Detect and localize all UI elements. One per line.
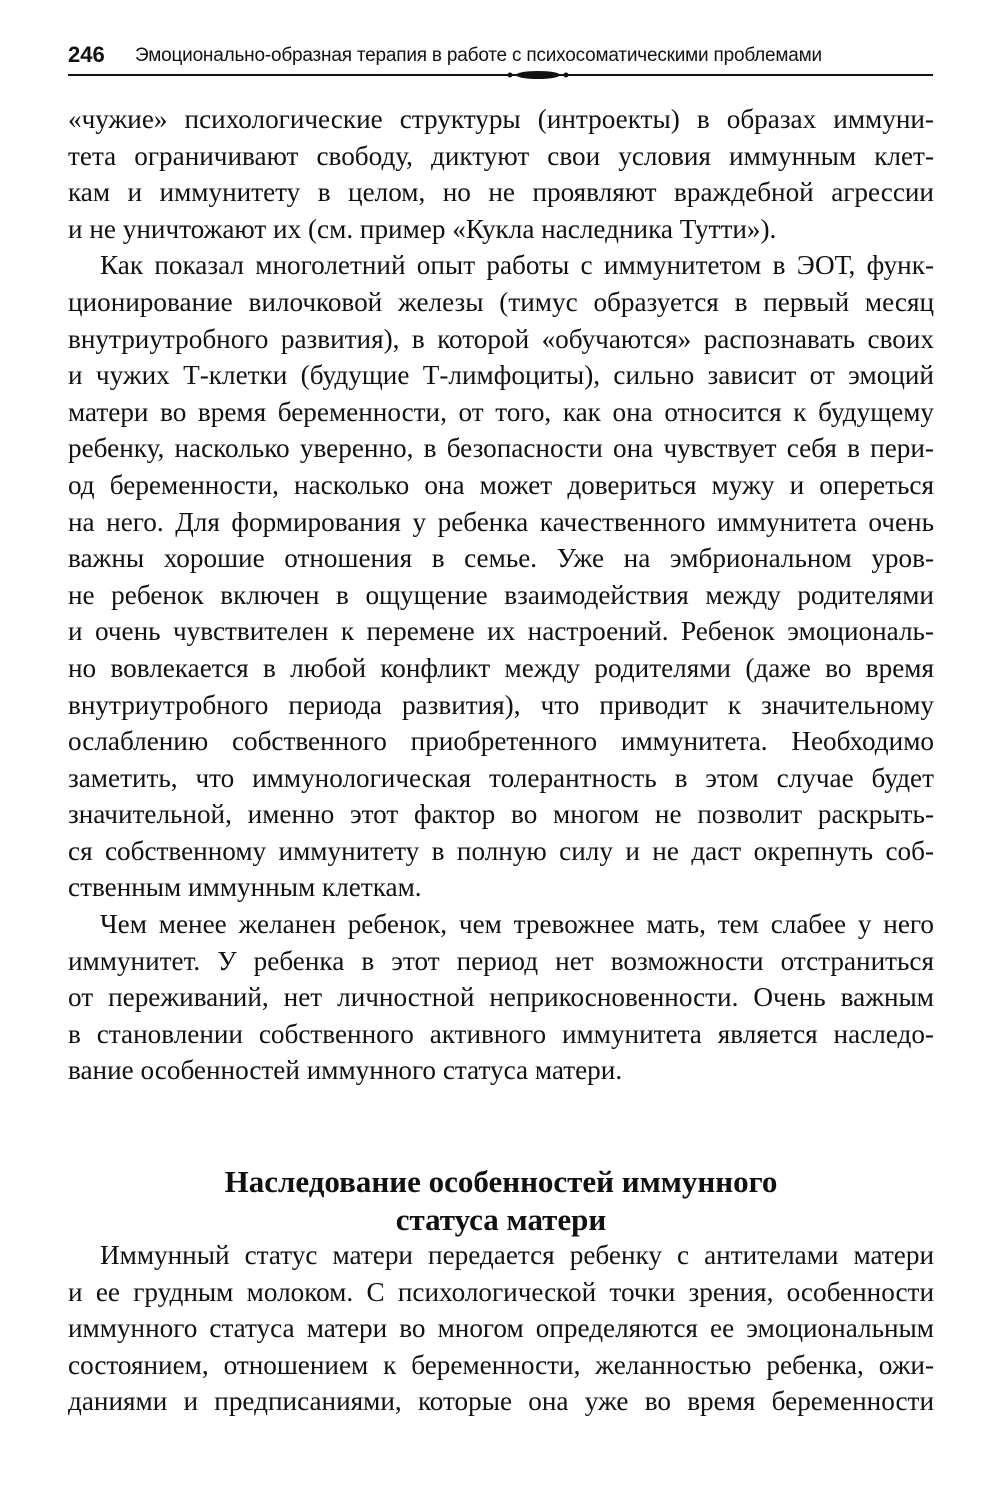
section-heading: [68, 1163, 934, 1239]
paragraph-3: [68, 906, 934, 1089]
text-line: и очень чувствителен к перемене их настроений. Ребенок эмоциональ-: [68, 616, 934, 647]
page-number: 246: [68, 42, 105, 67]
text-line: вание особенностей иммунного статуса матери.: [68, 1055, 623, 1086]
text-line: и чужих Т-клетки (будущие Т-лимфоциты), сильно зависит от эмоций: [68, 360, 934, 391]
text-line: ся собственному иммунитету в полную силу и не даст окрепнуть соб-: [68, 835, 934, 866]
text-line: внутриутробного развития), в которой «обучаются» распознавать своих: [68, 323, 934, 354]
body-text: [68, 101, 934, 1089]
text-line: кам и иммунитету в целом, но не проявляют враждебной агрессии: [68, 177, 934, 208]
text-line: ственным иммунным клеткам.: [68, 872, 422, 903]
text-line: матери во время беременности, от того, как она относится к будущему: [68, 396, 934, 427]
paragraph-1: [68, 101, 934, 247]
text-line: Иммунный статус матери передается ребенку с антителами матери: [100, 1240, 934, 1270]
text-line: значительной, именно этот фактор во многом не позволит раскрыть-: [68, 799, 934, 830]
section-heading-line: Наследование особенностей иммунного: [224, 1163, 778, 1199]
text-line: ционирование вилочковой железы (тимус образуется в первый месяц: [68, 286, 934, 317]
text-line: состоянием, отношением к беременности, желанностью ребенка, ожи-: [68, 1349, 934, 1380]
text-line: важны хорошие отношения в семье. Уже на эмбриональном уров-: [68, 543, 934, 574]
text-line: от переживаний, нет личностной неприкосновенности. Очень важным: [68, 982, 934, 1013]
text-line: Как показал многолетний опыт работы с иммунитетом в ЭОТ, функ-: [100, 250, 934, 281]
text-line: на него. Для формирования у ребенка качественного иммунитета очень: [68, 506, 934, 537]
text-line: но вовлекается в любой конфликт между родителями (даже во время: [68, 652, 934, 683]
text-line: од беременности, насколько она может довериться мужу и опереться: [68, 469, 934, 500]
text-line: даниями и предписаниями, которые она уже во время беременности: [68, 1386, 934, 1417]
running-head: [68, 40, 933, 80]
section-heading-line: статуса матери: [395, 1201, 607, 1237]
text-line: иммунного статуса матери во многом определяются ее эмоциональным: [68, 1313, 934, 1344]
text-line: ребенку, насколько уверенно, в безопасности она чувствует себя в пери-: [68, 433, 934, 464]
text-line: иммунитет. У ребенка в этот период нет возможности отстраниться: [68, 945, 934, 976]
text-line: внутриутробного периода развития), что приводит к значительному: [68, 689, 934, 720]
text-line: Чем менее желанен ребенок, чем тревожнее мать, тем слабее у него: [100, 909, 934, 940]
section-body-text: [68, 1237, 934, 1420]
text-line: в становлении собственного активного иммунитета является наследо-: [68, 1018, 934, 1049]
text-line: ослаблению собственного приобретенного иммунитета. Необходимо: [68, 726, 934, 757]
text-line: «чужие» психологические структуры (интроекты) в образах иммуни-: [68, 104, 934, 134]
text-line: не ребенок включен в ощущение взаимодействия между родителями: [68, 579, 934, 610]
header-ornament-icon: [488, 67, 588, 83]
paragraph-2: [68, 247, 934, 906]
text-line: тета ограничивают свободу, диктуют свои условия иммунным клет-: [68, 140, 934, 171]
running-title: Эмоционально-образная терапия в работе с психосоматическими проблемами: [135, 45, 822, 66]
text-line: и не уничтожают их (см. пример «Кукла наследника Тутти»).: [68, 213, 777, 244]
text-line: и ее грудным молоком. С психологической точки зрения, особенности: [68, 1276, 934, 1307]
text-line: заметить, что иммунологическая толерантность в этом случае будет: [68, 762, 934, 793]
